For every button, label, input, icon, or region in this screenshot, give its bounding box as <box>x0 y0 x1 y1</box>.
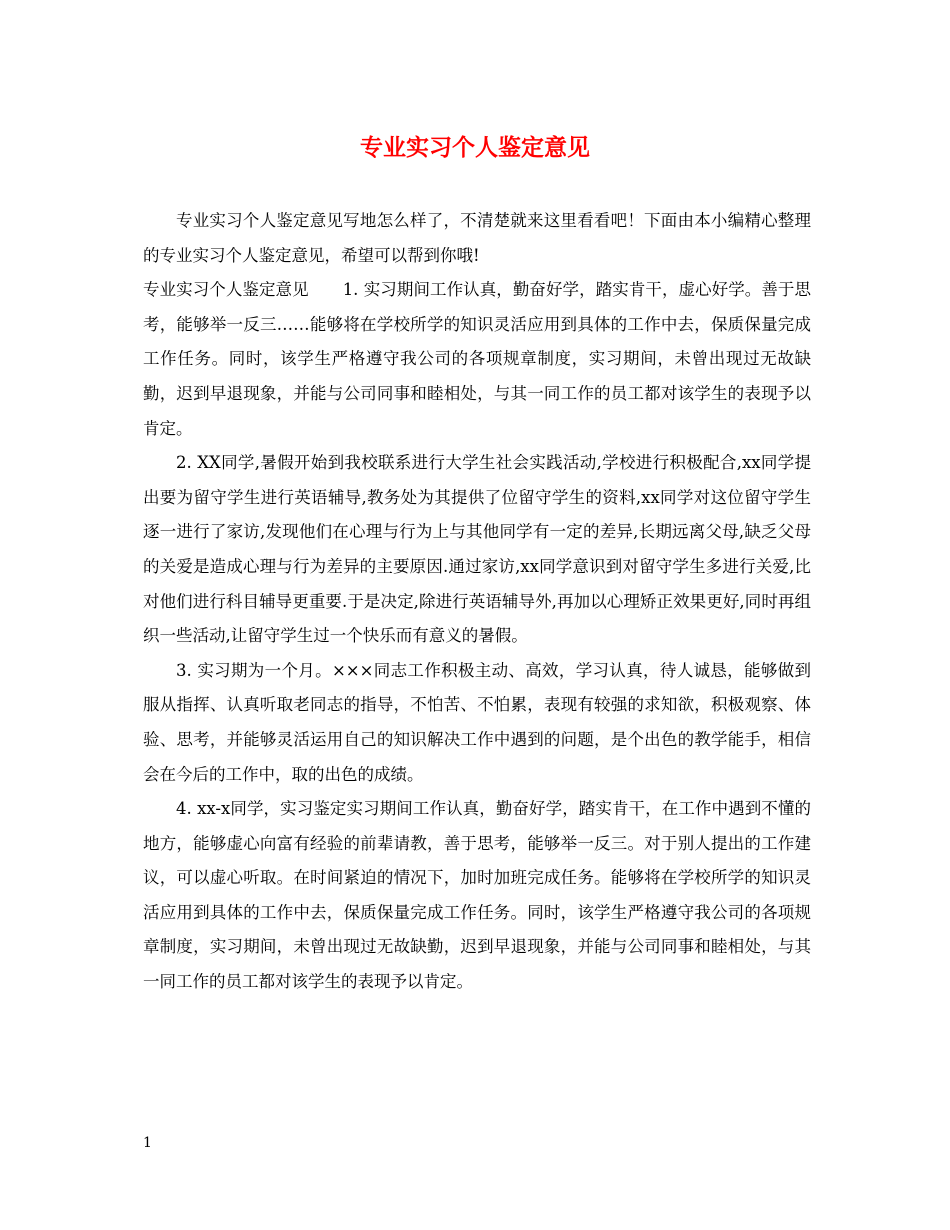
appraisal-paragraph-1 <box>143 273 811 446</box>
appraisal-paragraph-2: 2. XX同学,暑假开始到我校联系进行大学生社会实践活动,学校进行积极配合,xx同学提出要为留守学生进行英语辅导,教务处为其提供了位留守学生的资料,xx同学对这位留守学生逐一进行了家访,发现他们在心理与行为上与其他同学有一定的差异,长期远离父母,缺乏父母的关爱是造成心理与行为差异的主要原因.通过家访,xx同学意识到对留守学生多进行关爱,比对他们进行科目辅导更重要.于是决定,除进行英语辅导外,再加以心理矫正效果更好,同时再组织一些活动,让留守学生过一个快乐而有意义的暑假。 <box>143 453 811 646</box>
document-body <box>143 204 811 1000</box>
appraisal-paragraph-4: 4. xx-x同学，实习鉴定实习期间工作认真，勤奋好学，踏实肯干，在工作中遇到不懂的地方，能够虚心向富有经验的前辈请教，善于思考，能够举一反三。对于别人提出的工作建议，可以虚心听取。在时间紧迫的情况下，加时加班完成任务。能够将在学校所学的知识灵活应用到具体的工作中去，保质保量完成工作任务。同时，该学生严格遵守我公司的各项规章制度，实习期间，未曾出现过无故缺勤，迟到早退现象，并能与公司同事和睦相处，与其一同工作的员工都对该学生的表现予以肯定。 <box>143 799 811 992</box>
intro-paragraph: 专业实习个人鉴定意见写地怎么样了，不清楚就来这里看看吧！下面由本小编精心整理的专业实习个人鉴定意见，希望可以帮到你哦! <box>143 211 811 265</box>
page-number: 1 <box>143 1135 152 1151</box>
appraisal-paragraph-3: 3. 实习期为一个月。×××同志工作积极主动、高效，学习认真，待人诚恳，能够做到服从指挥、认真听取老同志的指导，不怕苦、不怕累，表现有较强的求知欲，积极观察、体验、思考，并能够灵活运用自己的知识解决工作中遇到的问题，是个出色的教学能手，相信会在今后的工作中，取的出色的成绩。 <box>143 660 811 784</box>
appraisal-text-1: 1. 实习期间工作认真，勤奋好学，踏实肯干，虚心好学。善于思考，能够举一反三……能够将在学校所学的知识灵活应用到具体的工作中去，保质保量完成工作任务。同时，该学生严格遵守我公司的各项规章制度，实习期间，未曾出现过无故缺勤，迟到早退现象，并能与公司同事和睦相处，与其一同工作的员工都对该学生的表现予以肯定。 <box>143 280 811 438</box>
document-title: 专业实习个人鉴定意见 <box>360 134 590 161</box>
section-heading: 专业实习个人鉴定意见 <box>143 280 309 300</box>
